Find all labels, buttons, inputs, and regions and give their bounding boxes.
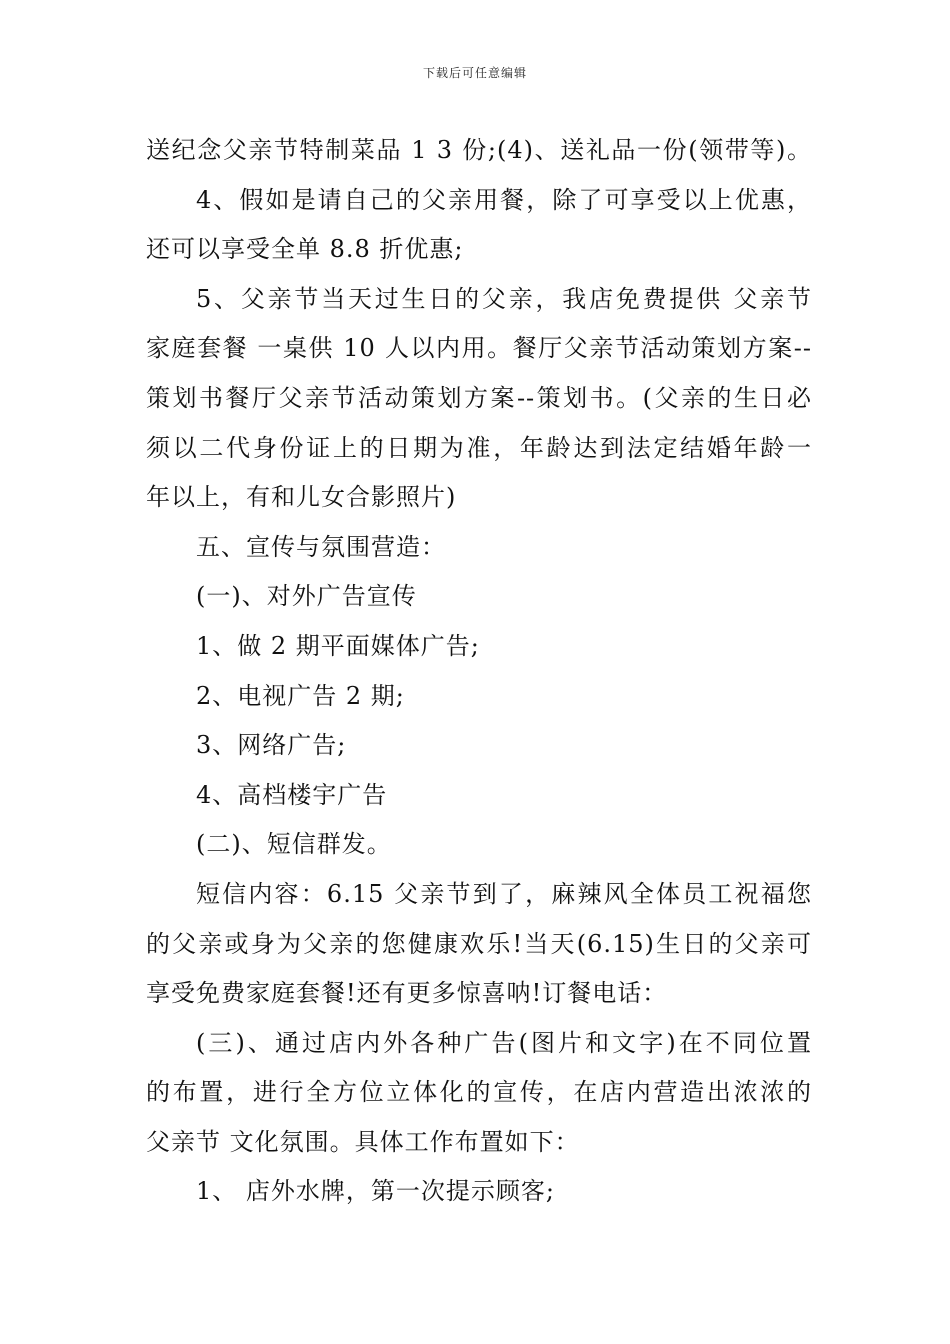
text-line: 的父亲或身为父亲的您健康欢乐!当天(6.15)生日的父亲可 [146,929,812,958]
text-line: 5、父亲节当天过生日的父亲，我店免费提供 父亲节 [196,284,812,313]
text-line: 的布置，进行全方位立体化的宣传，在店内营造出浓浓的 [146,1078,812,1107]
text-line: 家庭套餐 一桌供 10 人以内用。餐厅父亲节活动策划方案-- [146,334,812,363]
list-item: 1、 店外水牌，第一次提示顾客; [196,1177,555,1206]
text-line: 享受免费家庭套餐!还有更多惊喜呐!订餐电话： [146,979,668,1008]
subsection-heading: (二)、短信群发。 [196,830,392,859]
text-line: 须以二代身份证上的日期为准，年龄达到法定结婚年龄一 [146,433,812,462]
text-line: 年以上，有和儿女合影照片) [146,483,457,512]
list-item: 3、网络广告; [196,731,347,760]
text-line: 短信内容：6.15 父亲节到了，麻辣风全体员工祝福您 [196,879,812,908]
text-line: 策划书餐厅父亲节活动策划方案--策划书。(父亲的生日必 [146,383,812,412]
list-item: 4、高档楼宇广告 [196,780,388,809]
document-body [146,126,812,1217]
text-line: 送纪念父亲节特制菜品 1 3 份;(4)、送礼品一份(领带等)。 [146,136,812,164]
subsection-heading: (一)、对外广告宣传 [196,582,417,611]
text-line: 4、假如是请自己的父亲用餐，除了可享受以上优惠， [196,185,812,214]
list-item: 1、做 2 期平面媒体广告; [196,631,480,660]
text-line: 还可以享受全单 8.8 折优惠; [146,235,464,264]
subsection-heading: (三)、通过店内外各种广告(图片和文字)在不同位置 [196,1028,812,1057]
text-line: 父亲节 文化氛围。具体工作布置如下： [146,1127,580,1156]
header-note: 下载后可任意编辑 [422,66,527,80]
section-heading: 五、宣传与氛围营造： [196,532,446,561]
list-item: 2、电视广告 2 期; [196,681,405,710]
